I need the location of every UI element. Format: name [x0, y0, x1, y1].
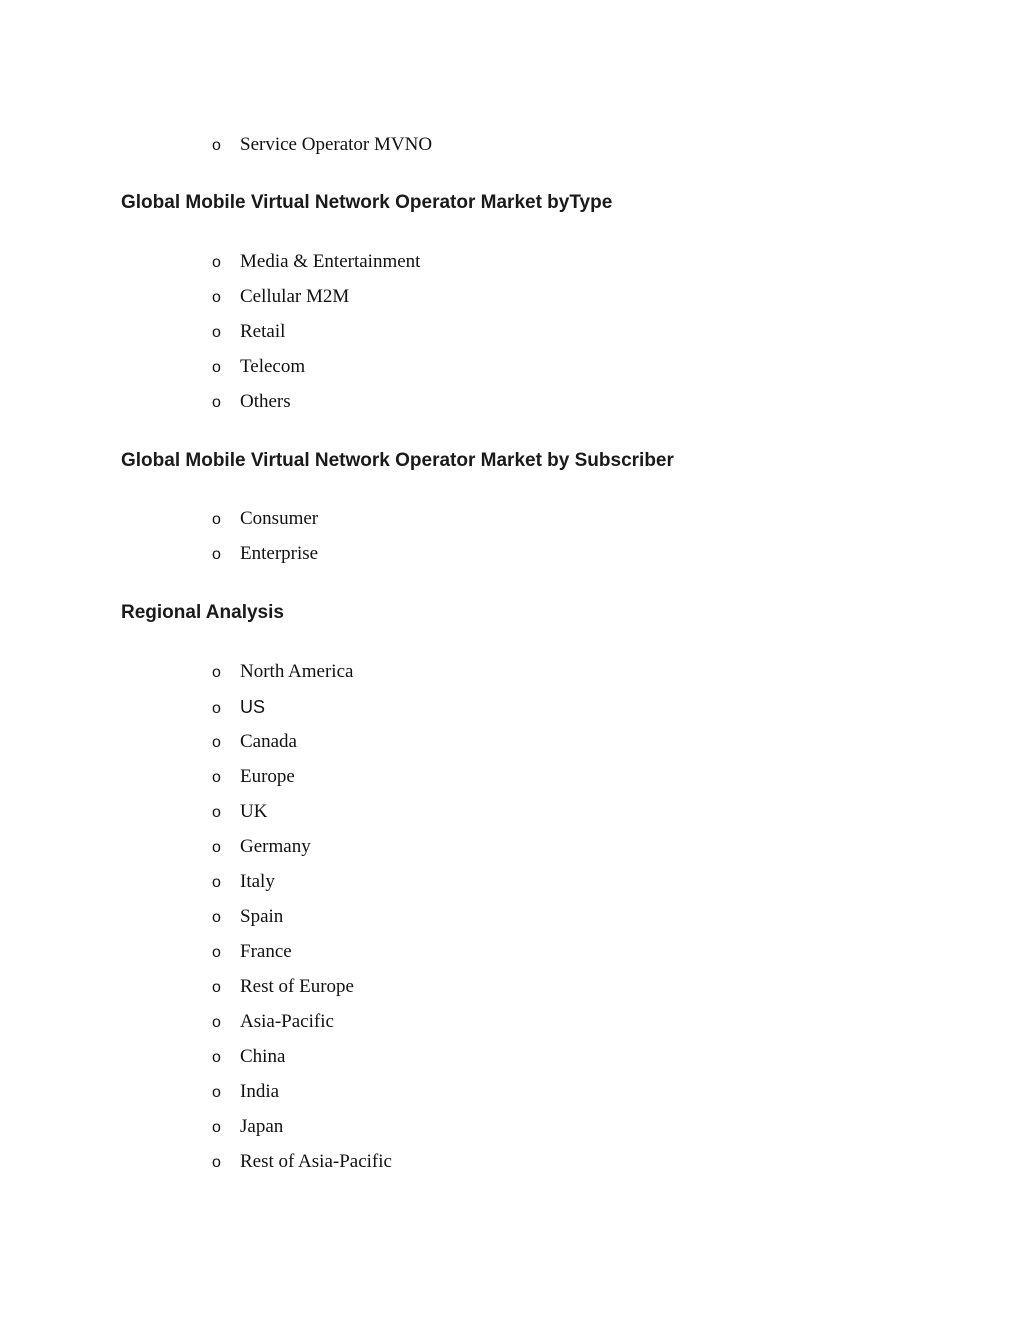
list-item-text: North America	[240, 661, 354, 682]
list-item	[212, 134, 432, 169]
bullet-marker: o	[212, 734, 221, 751]
list-item	[212, 906, 283, 941]
bullet-marker: o	[212, 137, 221, 154]
bullet-marker: o	[212, 769, 221, 786]
list-item-text: Service Operator MVNO	[240, 134, 433, 155]
bullet-marker: o	[212, 1084, 221, 1101]
list-item-text: France	[240, 941, 292, 962]
list-item	[212, 391, 291, 426]
bullet-marker: o	[212, 979, 221, 996]
bullet-marker: o	[212, 546, 221, 563]
list-item-text: Retail	[240, 321, 286, 342]
section-heading-by-type: Global Mobile Virtual Network Operator Market byType	[121, 192, 613, 213]
list-item	[212, 1011, 334, 1046]
bullet-marker: o	[212, 1119, 221, 1136]
section-heading-regional: Regional Analysis	[121, 602, 284, 623]
list-item-text: Europe	[240, 766, 295, 787]
bullet-marker: o	[212, 394, 221, 411]
bullet-marker: o	[212, 289, 221, 306]
list-item	[212, 941, 292, 976]
bullet-marker: o	[212, 664, 221, 681]
bullet-marker: o	[212, 359, 221, 376]
list-item-text: Rest of Asia-Pacific	[240, 1151, 392, 1172]
bullet-marker: o	[212, 1014, 221, 1031]
list-item	[212, 1046, 285, 1081]
bullet-marker: o	[212, 874, 221, 891]
list-item-text: China	[240, 1046, 286, 1067]
list-item	[212, 286, 349, 321]
list-item	[212, 871, 275, 906]
list-item	[212, 356, 305, 391]
list-item	[212, 661, 353, 696]
list-item	[212, 1116, 283, 1151]
list-item-text: Japan	[240, 1116, 284, 1137]
list-item	[212, 251, 420, 286]
list-item-text: Telecom	[240, 356, 306, 377]
list-item-text: Spain	[240, 906, 284, 927]
list-item	[212, 976, 354, 1011]
list-item-text: Asia-Pacific	[240, 1011, 334, 1032]
bullet-marker: o	[212, 324, 221, 341]
list-item-text: Italy	[240, 871, 275, 892]
list-item	[212, 508, 318, 543]
bullet-marker: o	[212, 944, 221, 961]
list-item-text: Consumer	[240, 508, 319, 529]
list-item-text: US	[240, 697, 266, 717]
list-item	[212, 801, 267, 836]
list-item	[212, 836, 311, 871]
list-item-text: Rest of Europe	[240, 976, 354, 997]
list-item	[212, 1151, 392, 1186]
list-item	[212, 1081, 279, 1116]
list-item-text: Media & Entertainment	[240, 251, 421, 272]
bullet-marker: o	[212, 1049, 221, 1066]
list-item	[212, 766, 295, 801]
list-item	[212, 321, 285, 356]
section-heading-by-subscriber: Global Mobile Virtual Network Operator Market by Subscriber	[121, 450, 674, 471]
list-item-text: Enterprise	[240, 543, 319, 564]
list-item	[212, 731, 297, 766]
list-item-text: UK	[240, 801, 268, 822]
list-item	[212, 696, 265, 731]
bullet-marker: o	[212, 254, 221, 271]
list-item-text: Cellular M2M	[240, 286, 350, 307]
bullet-marker: o	[212, 1154, 221, 1171]
bullet-marker: o	[212, 700, 221, 717]
bullet-marker: o	[212, 909, 221, 926]
list-item-text: Canada	[240, 731, 297, 752]
list-item-text: Others	[240, 391, 291, 412]
list-item-text: Germany	[240, 836, 311, 857]
bullet-marker: o	[212, 804, 221, 821]
bullet-marker: o	[212, 839, 221, 856]
list-item	[212, 543, 318, 578]
list-item-text: India	[240, 1081, 280, 1102]
bullet-marker: o	[212, 511, 221, 528]
